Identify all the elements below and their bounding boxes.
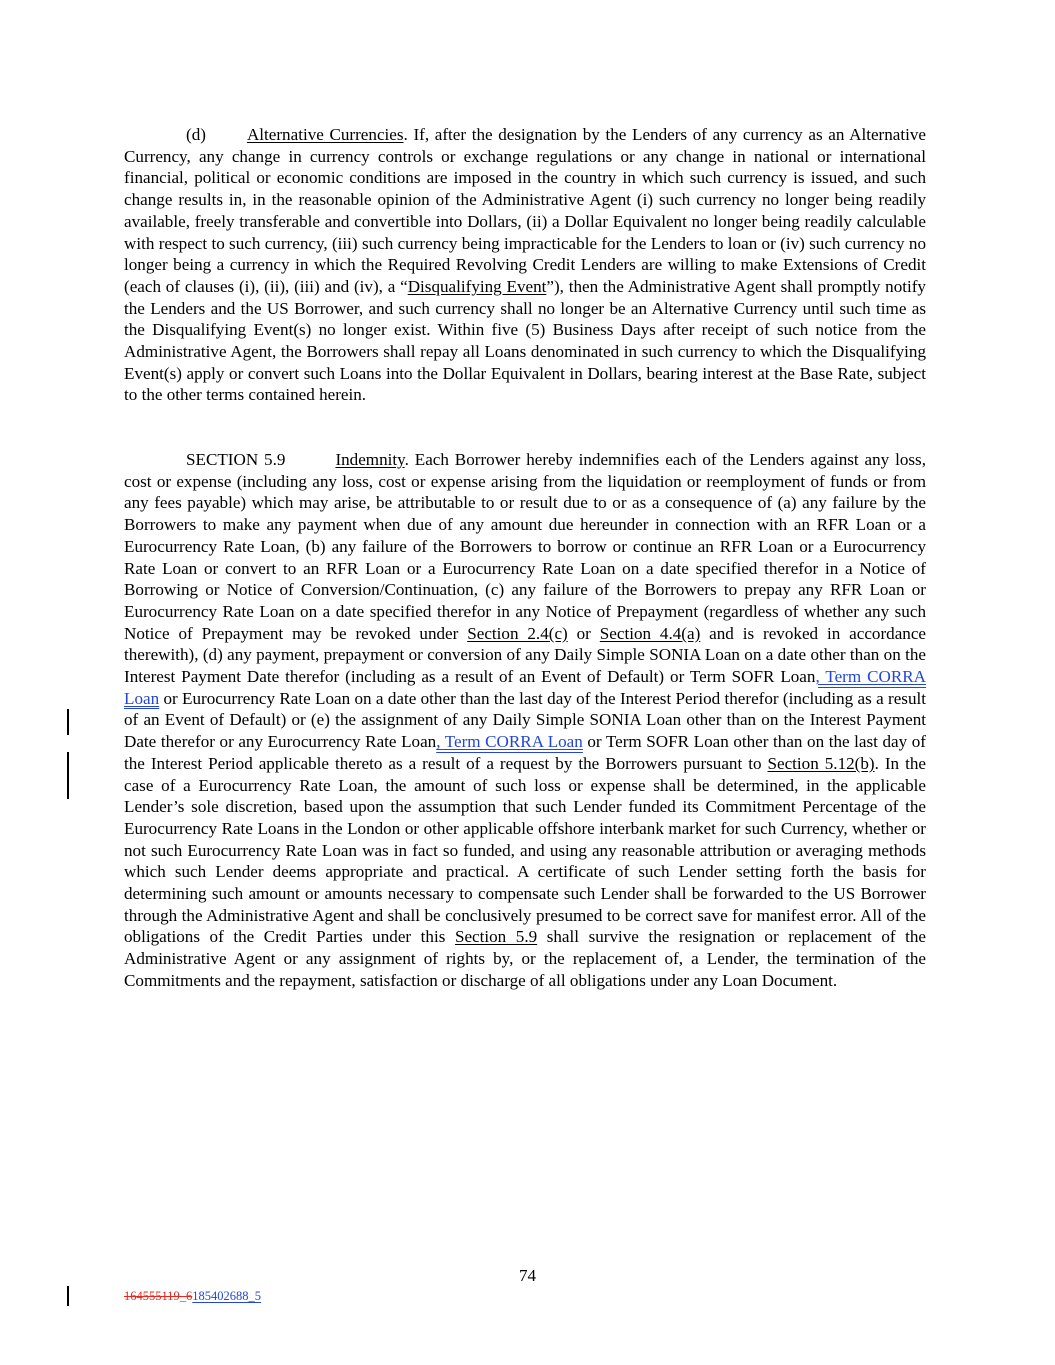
clause-label: (d): [186, 125, 206, 144]
cross-reference: Section 5.9: [454, 927, 538, 947]
deleted-doc-id: 164555119_6: [124, 1289, 193, 1303]
section-label: SECTION 5.9: [186, 450, 286, 469]
cross-reference: Section 2.4(c): [467, 623, 568, 643]
inserted-doc-id: 185402688_5: [192, 1289, 262, 1303]
clause-heading: Alternative Currencies: [246, 125, 404, 144]
change-bar: [67, 752, 69, 799]
cross-reference: Section 4.4(a): [599, 623, 701, 643]
paragraph-text: . Each Borrower hereby indemnifies each of the Lenders against any loss, cost or expense (including any loss, cost or expense arising from the liquidation or reemployment of funds or from any fees payable) which may arise, be attributable to or result due to or as a consequence of (a) any failure by the Borrowers to make any payment when due of any amount due hereunder in connection with an RFR Loan or a Eurocurrency Rate Loan, (b) any failure of the Borrowers to borrow or continue an RFR Loan or a Eurocurrency Rate Loan or convert to an RFR Loan or a Eurocurrency Rate Loan on a date specified therefor in a Notice of Borrowing or Notice of Conversion/Continuation, (c) any failure of the Borrowers to prepay any RFR Loan or Eurocurrency Rate Loan on a date specified therefor in any Notice of Prepayment (regardless of whether any such Notice of Prepayment may be revoked under: [124, 450, 926, 643]
paragraph-text: . If, after the designation by the Lenders of any currency as an Alternative Currency, any change in currency controls or exchange regulations or any change in national or international financial, political or economic conditions are imposed in the country in which such currency is issued, and such change results in, in the reasonable opinion of the Administrative Agent (i) such currency no longer being readily available, freely transferable and convertible into Dollars, (ii) a Dollar Equivalent no longer being readily calculable with respect to such currency, (iii) such currency being impracticable for the Lenders to loan or (iv) such currency no longer being a currency in which the Required Revolving Credit Lenders are willing to make Extensions of Credit (each of clauses (i), (ii), (iii) and (iv), a “: [124, 125, 926, 296]
section-heading: Indemnity: [335, 450, 405, 469]
document-id: [124, 1288, 261, 1304]
page-number: 74: [518, 1266, 537, 1285]
defined-term: Disqualifying Event: [407, 276, 547, 296]
paragraph-text: or: [567, 623, 600, 643]
change-bar: [67, 1286, 69, 1306]
paragraph-section-5-9: [124, 449, 926, 992]
paragraph-text: shall survive the resignation or replacement of the Administrative Agent or any assignment of rights by, or the replacement of, a Lender, the termination of the Commitments and the repayment, satisfaction or discharge of all obligations under any Loan Document.: [124, 927, 927, 990]
paragraph-text: and is revoked in accordance therewith), (d) any payment, prepayment or conversion of any Daily Simple SONIA Loan on a date other than on the Interest Payment Date therefor (including as a result of an Event of Default) or Term SOFR Loan: [124, 623, 927, 687]
paragraph-text: or Term SOFR Loan other than on the last day of the Interest Period applicable thereto as a result of a request by the Borrowers pursuant to: [124, 732, 926, 773]
cross-reference: Section 5.12(b): [767, 753, 875, 773]
paragraph-text: . In the case of a Eurocurrency Rate Loan, the amount of such loss or expense shall be determined, in the applicable Lender’s sole discretion, based upon the assumption that such Lender funded its Commitment Percentage of the Eurocurrency Rate Loans in the London or other applicable offshore interbank market for such Currency, whether or not such Eurocurrency Rate Loan was in fact so funded, and using any reasonable attribution or averaging methods which such Lender deems appropriate and practical. A certificate of such Lender setting forth the basis for determining such amount or amounts necessary to compensate such Lender shall be forwarded to the US Borrower through the Administrative Agent and shall be conclusively presumed to be correct save for manifest error. All of the obligations of the Credit Parties under this: [124, 753, 926, 947]
change-bar: [67, 709, 69, 735]
inserted-text: , Term CORRA Loan: [436, 732, 583, 752]
paragraph-alternative-currencies: [124, 124, 926, 406]
inserted-text: , Term CORRA Loan: [124, 667, 926, 708]
paragraph-text: ”), then the Administrative Agent shall promptly notify the Lenders and the US Borrower, and such currency shall no longer be an Alternative Currency until such time as the Disqualifying Event(s) no longer exist. Within five (5) Business Days after receipt of such notice from the Administrative Agent, the Borrowers shall repay all Loans denominated in such currency to which the Disqualifying Event(s) apply or convert such Loans into the Dollar Equivalent in Dollars, bearing interest at the Base Rate, subject to the other terms contained herein.: [124, 276, 926, 405]
paragraph-text: or Eurocurrency Rate Loan on a date other than the last day of the Interest Period therefor (including as a result of an Event of Default) or (e) the assignment of any Daily Simple SONIA Loan other than on the Interest Payment Date therefor or any Eurocurrency Rate Loan: [124, 688, 926, 752]
